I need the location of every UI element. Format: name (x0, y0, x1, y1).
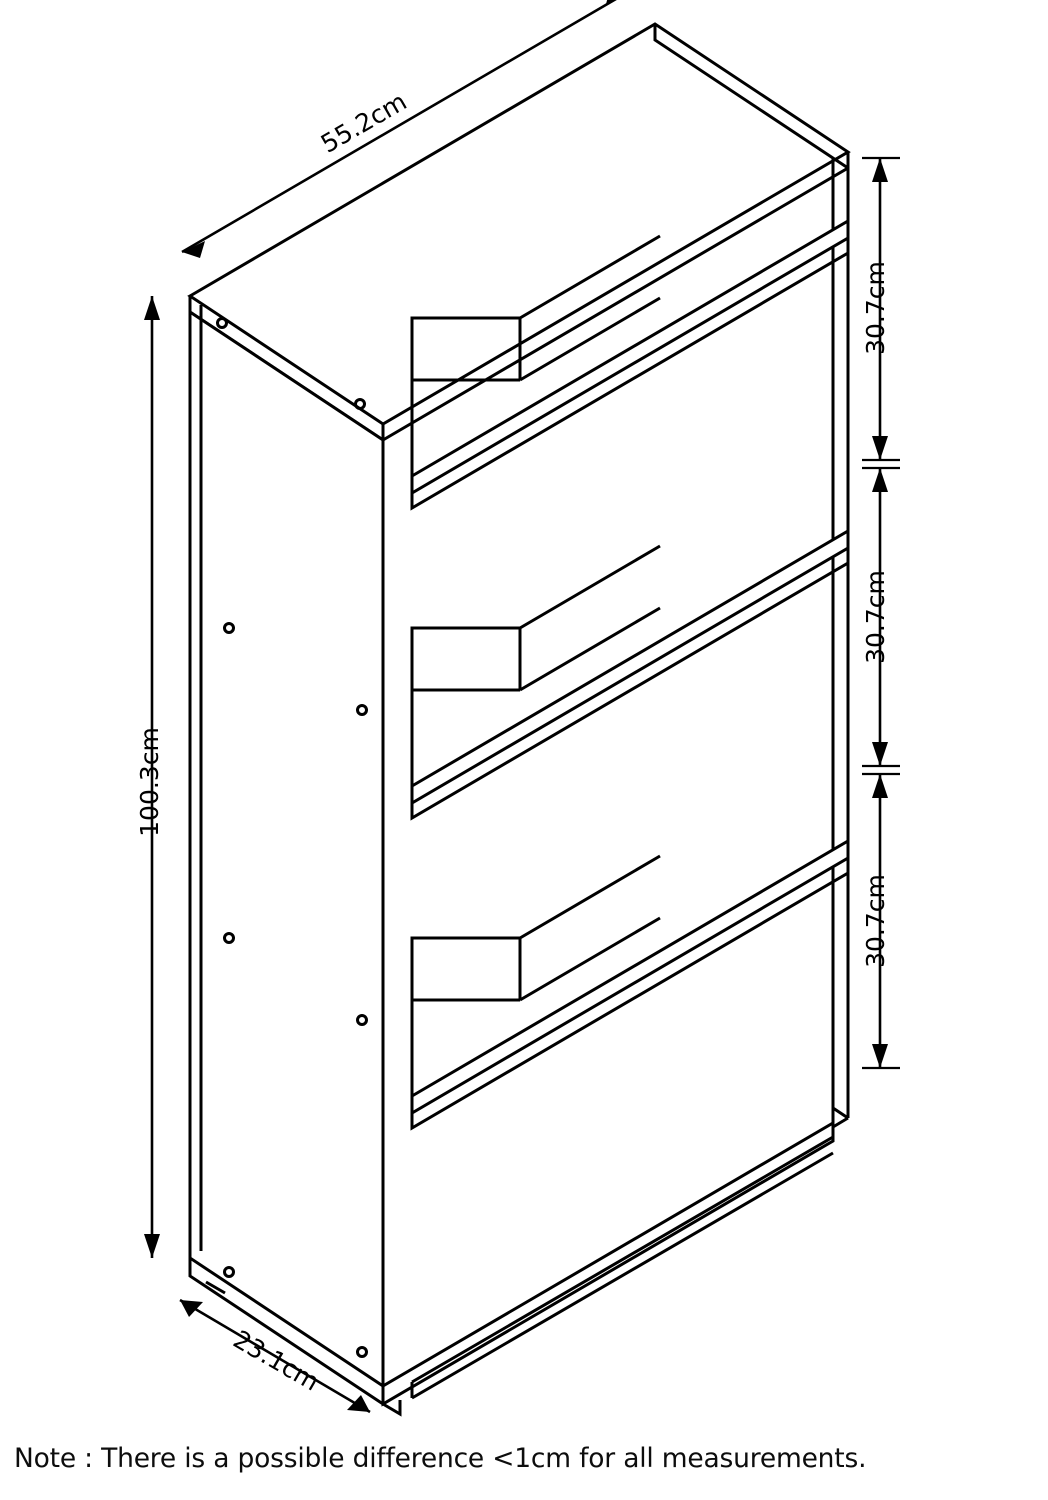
measurement-note: Note : There is a possible difference <1cm for all measurements. (14, 1443, 867, 1474)
width-dimension-label: 55.2cm (315, 86, 412, 159)
shelf-gap-3-label: 30.7cm (861, 874, 890, 968)
height-dimension-label: 100.3cm (135, 727, 164, 837)
shelf-gap-2-label: 30.7cm (861, 570, 890, 664)
shelf-gap-1-label: 30.7cm (861, 261, 890, 355)
bookcase-outline (190, 24, 848, 1414)
depth-dimension-label: 23.1cm (228, 1324, 325, 1397)
